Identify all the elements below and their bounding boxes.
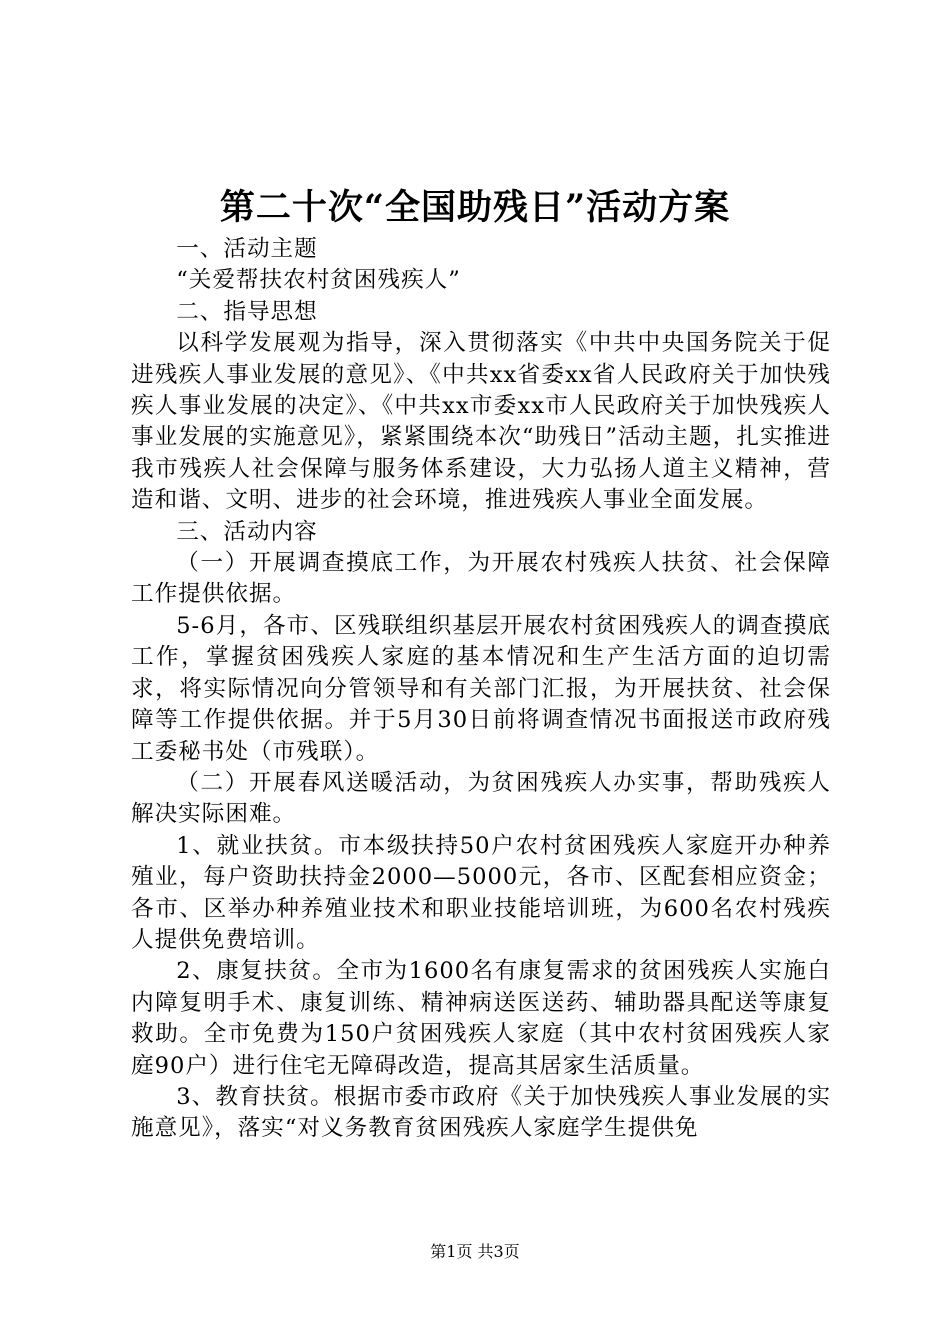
subsection-survey: （一）开展调查摸底工作，为开展农村残疾人扶贫、社会保障工作提供依据。: [131, 550, 831, 608]
page-footer: 第1页 共3页: [430, 1242, 520, 1261]
section-heading-activity-content: 三、活动内容: [176, 518, 318, 545]
paragraph-rehabilitation-aid: 2、康复扶贫。全市为1600名有康复需求的贫困残疾人实施白内障复明手术、康复训练、精神病送医送药、辅助器具配送等康复救助。全市免费为150户贫困残疾人家庭（其中农村贫困残疾人家庭90户）进行住宅无障碍改造，提高其居家生活质量。: [131, 958, 831, 1079]
subsection-spring-breeze: （二）开展春风送暖活动，为贫困残疾人办实事，帮助残疾人解决实际困难。: [131, 769, 831, 828]
paragraph-employment-aid: 1、就业扶贫。市本级扶持50户农村贫困残疾人家庭开办种养殖业，每户资助扶持金2000—5000元，各市、区配套相应资金；各市、区举办种养殖业技术和职业技能培训班，为600名农村残疾人提供免费培训。: [131, 832, 831, 953]
theme-slogan: “关爱帮扶农村贫困残疾人”: [176, 267, 461, 294]
section-heading-theme: 一、活动主题: [176, 236, 318, 262]
paragraph-survey: 5-6月，各市、区残联组织基层开展农村贫困残疾人的调查摸底工作，掌握贫困残疾人家庭的基本情况和生产生活方面的迫切需求，将实际情况向分管领导和有关部门汇报，为开展扶贫、社会保障等工作提供依据。并于5月30日前将调查情况书面报送市政府残工委秘书处（市残联）。: [131, 612, 831, 765]
paragraph-education-aid: 3、教育扶贫。根据市委市政府《关于加快残疾人事业发展的实施意见》，落实“对义务教育贫困残疾人家庭学生提供免: [131, 1083, 831, 1142]
document-title: 第二十次“全国助残日”活动方案: [219, 187, 731, 228]
document-body: [131, 234, 831, 1145]
section-heading-guiding-thought: 二、指导思想: [176, 298, 318, 325]
paragraph-guiding-thought: 以科学发展观为指导，深入贯彻落实《中共中央国务院关于促进残疾人事业发展的意见》、《中共xx省委xx省人民政府关于加快残疾人事业发展的决定》、《中共xx市委xx市人民政府关于加快残疾人事业发展的实施意见》，紧紧围绕本次“助残日”活动主题，扎实推进我市残疾人社会保障与服务体系建设，大力弘扬人道主义精神，营造和谐、文明、进步的社会环境，推进残疾人事业全面发展。: [131, 330, 831, 514]
